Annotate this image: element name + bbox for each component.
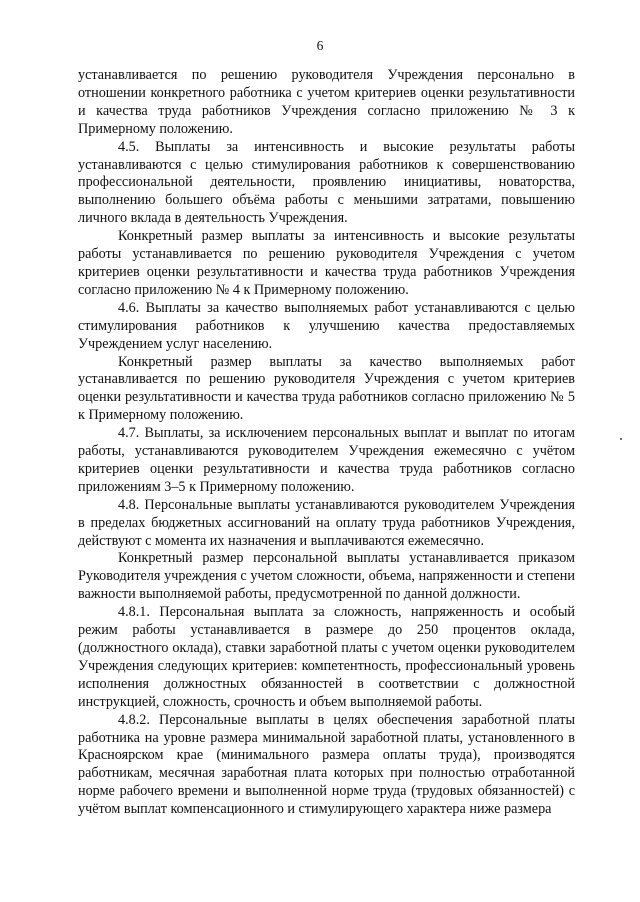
- scan-speck: [620, 438, 622, 440]
- paragraph-continuation: устанавливается по решению руководителя Учреждения персонально в отношении конкретного работника с учетом критериев оценки результативности и качества труда работников Учреждения согласно приложению № 3 к Примерному положению.: [78, 67, 575, 137]
- paragraph-4-5-amount: Конкретный размер выплаты за интенсивность и высокие результаты работы устанавливается по решению руководителя Учреждения с учетом критериев оценки результативности и качества труда работников Учреждения согласно приложению № 4 к Примерному положению.: [78, 228, 575, 298]
- paragraph-4-6: 4.6. Выплаты за качество выполняемых работ устанавливаются с целью стимулирования работников к улучшению качества предоставляемых Учреждением услуг населению.: [78, 299, 575, 352]
- document-body: [78, 67, 575, 819]
- page-number: 6: [316, 38, 324, 53]
- paragraph-4-8: 4.8. Персональные выплаты устанавливаются руководителем Учреждения в пределах бюджетных ассигнований на оплату труда работников Учреждения, действуют с момента их назначения и выплачиваются ежемесячно.: [78, 496, 575, 549]
- paragraph-4-7: 4.7. Выплаты, за исключением персональных выплат и выплат по итогам работы, устанавливаются руководителем Учреждения ежемесячно с учётом критериев оценки результативности и качества труда работников согласно приложениям 3–5 к Примерному положению.: [78, 425, 575, 495]
- paragraph-4-5: 4.5. Выплаты за интенсивность и высокие результаты работы устанавливаются с целью стимулирования работников к совершенствованию профессиональной деятельности, проявлению инициативы, новаторства, выполнению большего объёма работы с меньшими затратами, повышению личного вклада в деятельность Учреждения.: [78, 138, 575, 227]
- paragraph-4-8-1: 4.8.1. Персональная выплата за сложность, напряженность и особый режим работы устанавливается в размере до 250 процентов оклада, (должностного оклада), ставки заработной платы с учетом оценки руководителем Учреждения следующих критериев: компетентность, профессиональный уровень исполнения должностных обязанностей в соответствии с должностной инструкцией, сложность, срочность и объем выполняемой работы.: [78, 604, 575, 710]
- paragraph-4-8-2: 4.8.2. Персональные выплаты в целях обеспечения заработной платы работника на уровне размера минимальной заработной платы, установленного в Красноярском крае (минимального размера оплаты труда), производятся работникам, месячная заработная плата которых при полностью отработанной норме рабочего времени и выполненной норме труда (трудовых обязанностей) с учётом выплат компенсационного и стимулирующего характера ниже размера: [78, 711, 575, 818]
- paragraph-4-6-amount: Конкретный размер выплаты за качество выполняемых работ устанавливается по решению руководителя Учреждения с учетом критериев оценки результативности и качества труда работников согласно приложению № 5 к Примерному положению.: [78, 353, 575, 424]
- paragraph-4-8-amount: Конкретный размер персональной выплаты устанавливается приказом Руководителя учреждения с учетом сложности, объема, напряженности и степени важности выполняемой работы, предусмотренной по данной должности.: [78, 550, 575, 603]
